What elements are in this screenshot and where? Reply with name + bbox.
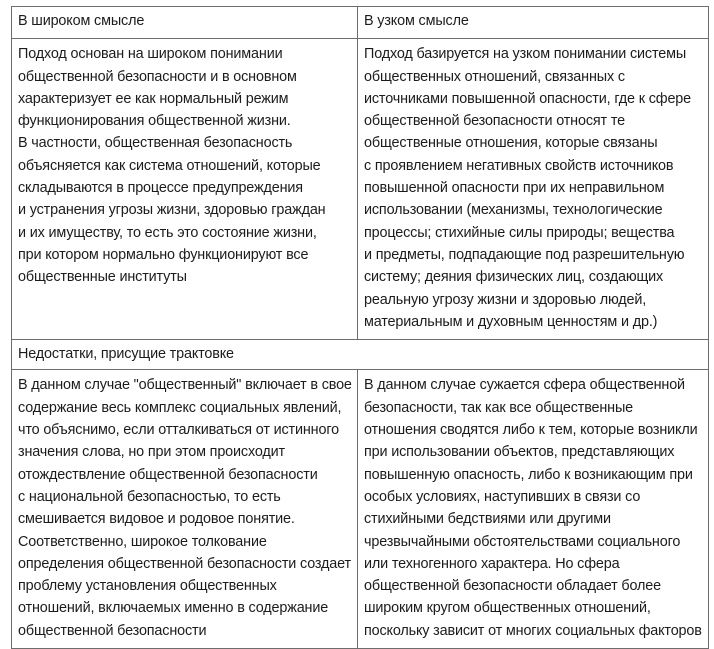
text-line: содержание весь комплекс социальных явлений, [18, 399, 342, 416]
text-line: с проявлением негативных свойств источников [364, 157, 674, 174]
text-line: источниками повышенной опасности, где к сфере [364, 90, 692, 107]
drawbacks-row [12, 370, 709, 649]
text-line: Подход базируется на узком понимании системы [364, 46, 687, 63]
text-line: или техногенного характера. Но сфера [364, 555, 620, 572]
text-line: и их имуществу, то есть это состояние жизни, [18, 224, 317, 241]
text-line: определения общественной безопасности создает [18, 555, 351, 572]
text-line: В данном случае "общественный" включает в свое [18, 377, 352, 394]
text-line: объясняется как система отношений, которые [18, 157, 321, 174]
text-line: общественной безопасности относят те [364, 113, 625, 130]
text-line: Подход основан на широком понимании [18, 46, 283, 63]
text-line: характеризует ее как нормальный режим [18, 90, 289, 107]
text-line: при котором нормально функционируют все [18, 246, 309, 263]
text-line: безопасности, так как все общественные [364, 399, 634, 416]
text-line: процессы; стихийные силы природы; вещества [364, 224, 675, 241]
header-narrow: В узком смысле [358, 7, 709, 39]
text-line: смешивается видовое и родовое понятие. [18, 511, 295, 528]
text-line: В частности, общественная безопасность [18, 135, 293, 152]
text-line: В данном случае сужается сфера общественной [364, 377, 685, 394]
section-row [12, 340, 709, 370]
text-line: и предметы, подпадающие под разрешительную [364, 246, 685, 263]
text-line: широким кругом общественных отношений, [364, 600, 651, 617]
narrow-definition-cell [358, 39, 709, 340]
text-line: общественные институты [18, 269, 187, 286]
header-row [12, 7, 709, 39]
text-line: общественных отношений, связанных с [364, 68, 625, 85]
text-line: отношений, включаемых именно в содержание [18, 600, 329, 617]
text-line: особых условиях, наступивших в связи со [364, 488, 641, 505]
text-line: отождествление общественной безопасности [18, 466, 318, 483]
text-line: повышенной опасности при их неправильном [364, 180, 665, 197]
text-line: и устранения угрозы жизни, здоровью граждан [18, 202, 326, 219]
text-line: при использовании объектов, представляющих [364, 444, 675, 461]
broad-definition-cell [12, 39, 358, 340]
text-line: стихийными бедствиями или другими [364, 511, 611, 528]
text-line: чрезвычайными обстоятельствами социального [364, 533, 681, 550]
text-line: Соответственно, широкое толкование [18, 533, 267, 550]
section-title: Недостатки, присущие трактовке [12, 340, 709, 370]
text-line: поскольку зависит от многих социальных факторов [364, 622, 702, 639]
text-line: что объяснимо, если отталкиваться от истинного [18, 422, 339, 439]
text-line: повышенную опасность, либо к возникающим при [364, 466, 693, 483]
text-line: систему; деяния физических лиц, создающих [364, 269, 664, 286]
text-line: использовании (механизмы, технологические [364, 202, 663, 219]
text-line: материальным и духовным ценностям и др.) [364, 313, 658, 330]
text-line: значения слова, но при этом происходит [18, 444, 285, 461]
text-line: функционирования общественной жизни. [18, 113, 291, 130]
text-line: складываются в процессе предупреждения [18, 180, 303, 197]
narrow-drawbacks-cell [358, 370, 709, 649]
text-line: общественной безопасности [18, 622, 207, 639]
text-line: общественной безопасности обладает более [364, 578, 661, 595]
text-line: общественной безопасности и в основном [18, 68, 297, 85]
text-line: отношения сводятся либо к тем, которые возникли [364, 422, 698, 439]
header-broad: В широком смысле [12, 7, 358, 39]
text-line: реальную угрозу жизни и здоровью людей, [364, 291, 647, 308]
broad-drawbacks-cell [12, 370, 358, 649]
definition-row [12, 39, 709, 340]
text-line: с национальной безопасностью, то есть [18, 488, 281, 505]
text-line: общественные отношения, которые связаны [364, 135, 658, 152]
text-line: проблему установления общественных [18, 578, 277, 595]
comparison-table [11, 6, 709, 649]
